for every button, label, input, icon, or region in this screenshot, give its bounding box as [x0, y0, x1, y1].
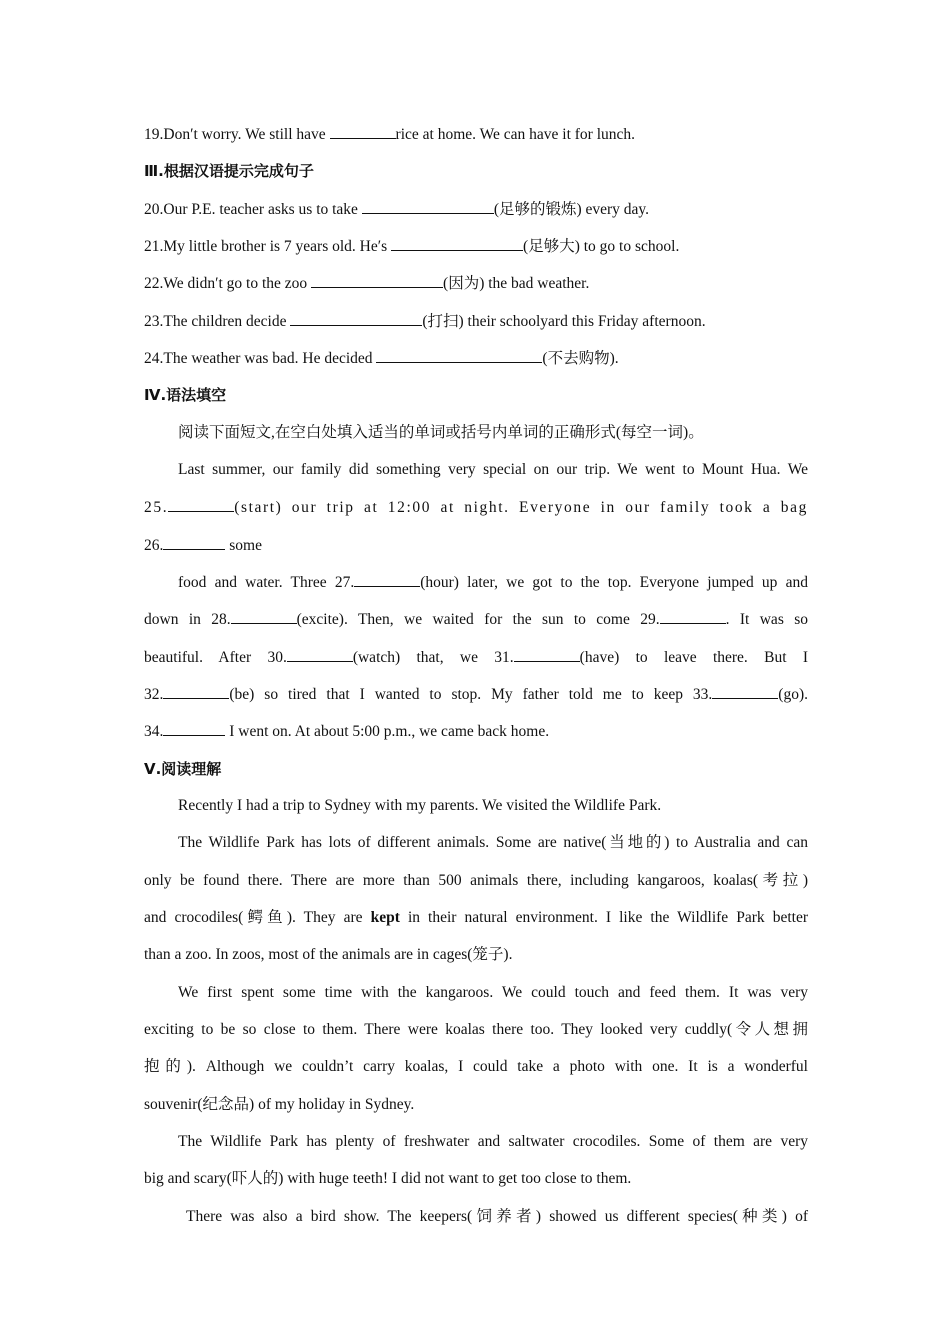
answer-blank-25[interactable] — [168, 497, 234, 512]
reading-p4-line-2: big and scary(吓人的) with huge teeth! I did not want to get too close to them. — [144, 1170, 632, 1187]
answer-blank-26[interactable] — [163, 535, 225, 550]
section-4-heading: Ⅳ.语法填空 — [144, 386, 227, 404]
question-23: 23.The children decide (打扫) their schoolyard this Friday afternoon. — [144, 313, 706, 330]
reading-p3-line-3: 抱的). Although we couldn’t carry koalas, I could take a photo with one. It is a wonderful — [144, 1058, 808, 1075]
answer-blank-29[interactable] — [660, 609, 726, 624]
question-20: 20.Our P.E. teacher asks us to take (足够的锻炼) every day. — [144, 201, 650, 218]
bold-word-kept: kept — [370, 909, 400, 926]
answer-blank-19[interactable] — [330, 124, 396, 139]
answer-blank-33[interactable] — [712, 684, 778, 699]
reading-p2-line-4: than a zoo. In zoos, most of the animals are in cages(笼子). — [144, 946, 513, 963]
reading-p5-line-1: There was also a bird show. The keepers(饲养者) showed us different species(种类) of — [186, 1208, 808, 1225]
answer-blank-22[interactable] — [311, 273, 443, 288]
reading-p2-line-2: only be found there. There are more than 500 animals there, including kangaroos, koalas(考拉) — [144, 872, 808, 889]
section-5-heading: Ⅴ.阅读理解 — [144, 760, 222, 778]
section-3-heading: Ⅲ.根据汉语提示完成句子 — [144, 162, 314, 180]
reading-p2-line-3: and crocodiles(鳄鱼). They are kept in their natural environment. I like the Wildlife Park better — [144, 909, 808, 926]
question-19: 19.Don′t worry. We still have rice at home. We can have it for lunch. — [144, 126, 636, 143]
answer-blank-28[interactable] — [231, 609, 297, 624]
cloze-line-8: 34. I went on. At about 5:00 p.m., we came back home. — [144, 723, 550, 740]
section-4-instructions: 阅读下面短文,在空白处填入适当的单词或括号内单词的正确形式(每空一词)。 — [178, 424, 704, 441]
cloze-line-1: Last summer, our family did something very special on our trip. We went to Mount Hua. We — [178, 461, 808, 478]
cloze-line-6: beautiful. After 30. (watch) that, we 31. (have) to leave there. But I — [144, 649, 808, 666]
reading-p3-line-4: souvenir(纪念品) of my holiday in Sydney. — [144, 1096, 415, 1113]
answer-blank-20[interactable] — [362, 199, 494, 214]
answer-blank-21[interactable] — [391, 236, 523, 251]
reading-p3-line-1: We first spent some time with the kangaroos. We could touch and feed them. It was very — [178, 984, 808, 1001]
cloze-line-2: 25. (start) our trip at 12:00 at night. Everyone in our family took a bag — [144, 499, 808, 516]
reading-p3-line-2: exciting to be so close to them. There were koalas there too. They looked very cuddly(令人想拥 — [144, 1021, 808, 1038]
answer-blank-32[interactable] — [163, 684, 229, 699]
reading-paragraph-1: Recently I had a trip to Sydney with my parents. We visited the Wildlife Park. — [178, 797, 662, 814]
cloze-line-3: 26. some — [144, 537, 262, 554]
answer-blank-23[interactable] — [290, 311, 422, 326]
cloze-line-7: 32. (be) so tired that I wanted to stop. My father told me to keep 33. (go). — [144, 686, 808, 703]
cloze-line-4: food and water. Three 27. (hour) later, we got to the top. Everyone jumped up and — [178, 574, 808, 591]
answer-blank-27[interactable] — [354, 572, 420, 587]
question-21: 21.My little brother is 7 years old. He′s (足够大) to go to school. — [144, 238, 680, 255]
reading-p2-line-1: The Wildlife Park has lots of different animals. Some are native(当地的) to Australia and can — [178, 834, 808, 851]
answer-blank-34[interactable] — [163, 721, 225, 736]
answer-blank-30[interactable] — [287, 647, 353, 662]
question-24: 24.The weather was bad. He decided (不去购物). — [144, 350, 619, 367]
cloze-line-5: down in 28. (excite). Then, we waited for the sun to come 29. . It was so — [144, 611, 809, 628]
answer-blank-31[interactable] — [514, 647, 580, 662]
answer-blank-24[interactable] — [376, 348, 542, 363]
reading-p4-line-1: The Wildlife Park has plenty of freshwater and saltwater crocodiles. Some of them are very — [178, 1133, 808, 1150]
question-22: 22.We didn′t go to the zoo (因为) the bad weather. — [144, 275, 590, 292]
